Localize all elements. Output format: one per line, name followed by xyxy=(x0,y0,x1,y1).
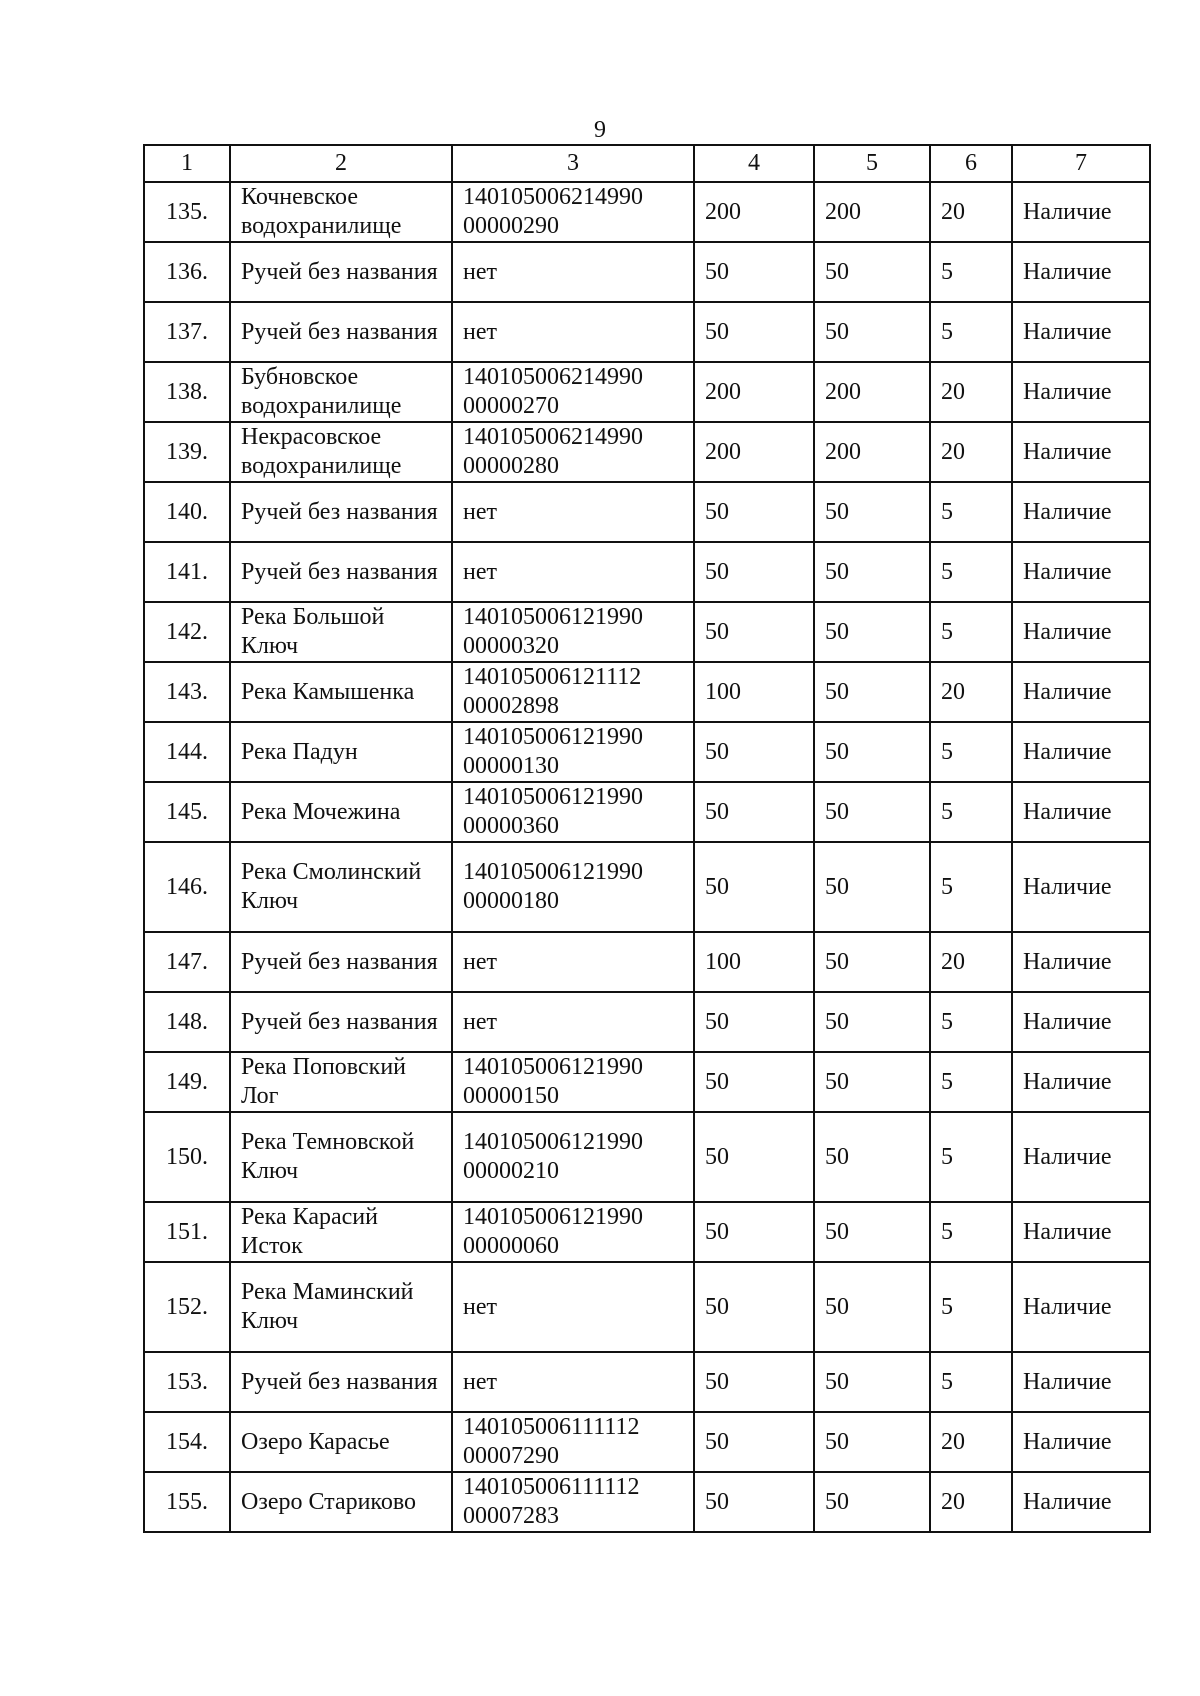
table-row xyxy=(144,1202,1150,1262)
cell-col-4: 200 xyxy=(694,422,814,482)
col-header-4: 4 xyxy=(694,145,814,182)
cell-col-5: 50 xyxy=(814,1472,930,1532)
row-number: 151. xyxy=(144,1202,230,1262)
cell-col-7: Наличие xyxy=(1012,1352,1150,1412)
cell-col-4: 50 xyxy=(694,1052,814,1112)
cell-col-4: 50 xyxy=(694,1472,814,1532)
object-name: Озеро Стариково xyxy=(230,1472,452,1532)
cell-col-7: Наличие xyxy=(1012,1112,1150,1202)
cell-col-7: Наличие xyxy=(1012,1052,1150,1112)
object-name: Ручей без названия xyxy=(230,542,452,602)
cell-col-4: 200 xyxy=(694,182,814,242)
cell-col-6: 5 xyxy=(930,542,1012,602)
registry-code: 140105006214990 00000280 xyxy=(452,422,694,482)
page-number: 9 xyxy=(594,117,606,143)
registry-code: 140105006214990 00000270 xyxy=(452,362,694,422)
cell-col-4: 50 xyxy=(694,1202,814,1262)
object-name: Река Камышенка xyxy=(230,662,452,722)
cell-col-6: 5 xyxy=(930,992,1012,1052)
table-row xyxy=(144,782,1150,842)
registry-code: нет xyxy=(452,302,694,362)
object-name: Река Большой Ключ xyxy=(230,602,452,662)
cell-col-7: Наличие xyxy=(1012,302,1150,362)
row-number: 150. xyxy=(144,1112,230,1202)
table-row xyxy=(144,242,1150,302)
cell-col-5: 50 xyxy=(814,242,930,302)
row-number: 142. xyxy=(144,602,230,662)
registry-code: 140105006121990 00000130 xyxy=(452,722,694,782)
row-number: 139. xyxy=(144,422,230,482)
object-name: Кочневское водохранилище xyxy=(230,182,452,242)
row-number: 136. xyxy=(144,242,230,302)
cell-col-5: 50 xyxy=(814,1052,930,1112)
registry-code: 140105006121990 00000060 xyxy=(452,1202,694,1262)
cell-col-6: 5 xyxy=(930,1352,1012,1412)
cell-col-6: 5 xyxy=(930,1202,1012,1262)
registry-code: 140105006214990 00000290 xyxy=(452,182,694,242)
cell-col-7: Наличие xyxy=(1012,842,1150,932)
cell-col-6: 20 xyxy=(930,1412,1012,1472)
table-row xyxy=(144,932,1150,992)
row-number: 143. xyxy=(144,662,230,722)
row-number: 135. xyxy=(144,182,230,242)
cell-col-4: 50 xyxy=(694,482,814,542)
registry-code: нет xyxy=(452,932,694,992)
cell-col-4: 50 xyxy=(694,542,814,602)
registry-code: 140105006121112 00002898 xyxy=(452,662,694,722)
cell-col-7: Наличие xyxy=(1012,602,1150,662)
cell-col-4: 50 xyxy=(694,722,814,782)
registry-code: 140105006111112 00007290 xyxy=(452,1412,694,1472)
table-row xyxy=(144,482,1150,542)
col-header-1: 1 xyxy=(144,145,230,182)
object-name: Река Поповский Лог xyxy=(230,1052,452,1112)
col-header-7: 7 xyxy=(1012,145,1150,182)
cell-col-6: 20 xyxy=(930,662,1012,722)
cell-col-4: 50 xyxy=(694,302,814,362)
cell-col-7: Наличие xyxy=(1012,1202,1150,1262)
table-row xyxy=(144,1052,1150,1112)
table-row xyxy=(144,1112,1150,1202)
row-number: 149. xyxy=(144,1052,230,1112)
cell-col-4: 50 xyxy=(694,1412,814,1472)
registry-code: 140105006111112 00007283 xyxy=(452,1472,694,1532)
table-row xyxy=(144,1472,1150,1532)
row-number: 144. xyxy=(144,722,230,782)
object-name: Река Смолинский Ключ xyxy=(230,842,452,932)
cell-col-4: 50 xyxy=(694,782,814,842)
cell-col-4: 50 xyxy=(694,842,814,932)
cell-col-5: 50 xyxy=(814,722,930,782)
cell-col-5: 200 xyxy=(814,362,930,422)
object-name: Бубновское водохранилище xyxy=(230,362,452,422)
col-header-5: 5 xyxy=(814,145,930,182)
cell-col-5: 50 xyxy=(814,1352,930,1412)
object-name: Река Падун xyxy=(230,722,452,782)
row-number: 140. xyxy=(144,482,230,542)
cell-col-6: 5 xyxy=(930,602,1012,662)
cell-col-7: Наличие xyxy=(1012,482,1150,542)
cell-col-5: 50 xyxy=(814,302,930,362)
col-header-2: 2 xyxy=(230,145,452,182)
cell-col-6: 5 xyxy=(930,722,1012,782)
table-row xyxy=(144,662,1150,722)
registry-code: 140105006121990 00000150 xyxy=(452,1052,694,1112)
cell-col-4: 50 xyxy=(694,1352,814,1412)
cell-col-5: 50 xyxy=(814,662,930,722)
table-row xyxy=(144,602,1150,662)
cell-col-7: Наличие xyxy=(1012,182,1150,242)
cell-col-5: 50 xyxy=(814,1202,930,1262)
water-objects-table xyxy=(143,144,1151,1533)
cell-col-6: 20 xyxy=(930,182,1012,242)
cell-col-4: 50 xyxy=(694,1112,814,1202)
cell-col-7: Наличие xyxy=(1012,1472,1150,1532)
registry-code: нет xyxy=(452,242,694,302)
registry-code: 140105006121990 00000180 xyxy=(452,842,694,932)
cell-col-4: 50 xyxy=(694,242,814,302)
table-row xyxy=(144,1262,1150,1352)
object-name: Река Карасий Исток xyxy=(230,1202,452,1262)
cell-col-4: 50 xyxy=(694,992,814,1052)
cell-col-5: 200 xyxy=(814,422,930,482)
row-number: 148. xyxy=(144,992,230,1052)
cell-col-5: 50 xyxy=(814,842,930,932)
table-row xyxy=(144,992,1150,1052)
table-row xyxy=(144,542,1150,602)
cell-col-6: 5 xyxy=(930,842,1012,932)
col-header-3: 3 xyxy=(452,145,694,182)
table-row xyxy=(144,302,1150,362)
table-row xyxy=(144,1412,1150,1472)
cell-col-4: 100 xyxy=(694,662,814,722)
table-row xyxy=(144,722,1150,782)
cell-col-6: 5 xyxy=(930,1262,1012,1352)
cell-col-5: 50 xyxy=(814,1412,930,1472)
registry-code: 140105006121990 00000320 xyxy=(452,602,694,662)
row-number: 146. xyxy=(144,842,230,932)
registry-code: 140105006121990 00000360 xyxy=(452,782,694,842)
cell-col-6: 20 xyxy=(930,1472,1012,1532)
header-row xyxy=(144,145,1150,182)
object-name: Некрасовское водохранилище xyxy=(230,422,452,482)
cell-col-4: 50 xyxy=(694,1262,814,1352)
row-number: 154. xyxy=(144,1412,230,1472)
cell-col-5: 50 xyxy=(814,932,930,992)
registry-code: нет xyxy=(452,542,694,602)
cell-col-5: 50 xyxy=(814,482,930,542)
cell-col-7: Наличие xyxy=(1012,662,1150,722)
cell-col-6: 20 xyxy=(930,362,1012,422)
table-row xyxy=(144,1352,1150,1412)
cell-col-6: 5 xyxy=(930,782,1012,842)
table-row xyxy=(144,842,1150,932)
cell-col-7: Наличие xyxy=(1012,1412,1150,1472)
cell-col-5: 50 xyxy=(814,1112,930,1202)
table-row xyxy=(144,182,1150,242)
object-name: Ручей без названия xyxy=(230,992,452,1052)
cell-col-6: 5 xyxy=(930,482,1012,542)
cell-col-4: 50 xyxy=(694,602,814,662)
registry-code: 140105006121990 00000210 xyxy=(452,1112,694,1202)
table-row xyxy=(144,362,1150,422)
registry-code: нет xyxy=(452,992,694,1052)
object-name: Озеро Карасье xyxy=(230,1412,452,1472)
cell-col-7: Наличие xyxy=(1012,422,1150,482)
cell-col-6: 5 xyxy=(930,1112,1012,1202)
table-row xyxy=(144,422,1150,482)
cell-col-5: 50 xyxy=(814,602,930,662)
cell-col-7: Наличие xyxy=(1012,362,1150,422)
row-number: 138. xyxy=(144,362,230,422)
object-name: Ручей без названия xyxy=(230,932,452,992)
cell-col-6: 20 xyxy=(930,422,1012,482)
row-number: 147. xyxy=(144,932,230,992)
cell-col-6: 20 xyxy=(930,932,1012,992)
cell-col-7: Наличие xyxy=(1012,932,1150,992)
cell-col-7: Наличие xyxy=(1012,992,1150,1052)
row-number: 155. xyxy=(144,1472,230,1532)
object-name: Ручей без названия xyxy=(230,302,452,362)
cell-col-7: Наличие xyxy=(1012,242,1150,302)
object-name: Река Темновской Ключ xyxy=(230,1112,452,1202)
cell-col-7: Наличие xyxy=(1012,1262,1150,1352)
cell-col-5: 50 xyxy=(814,542,930,602)
registry-code: нет xyxy=(452,1262,694,1352)
registry-code: нет xyxy=(452,1352,694,1412)
cell-col-6: 5 xyxy=(930,1052,1012,1112)
row-number: 141. xyxy=(144,542,230,602)
cell-col-5: 50 xyxy=(814,992,930,1052)
cell-col-5: 50 xyxy=(814,782,930,842)
cell-col-7: Наличие xyxy=(1012,782,1150,842)
cell-col-6: 5 xyxy=(930,242,1012,302)
row-number: 145. xyxy=(144,782,230,842)
cell-col-4: 200 xyxy=(694,362,814,422)
cell-col-4: 100 xyxy=(694,932,814,992)
object-name: Ручей без названия xyxy=(230,1352,452,1412)
col-header-6: 6 xyxy=(930,145,1012,182)
row-number: 152. xyxy=(144,1262,230,1352)
object-name: Река Мочежина xyxy=(230,782,452,842)
cell-col-7: Наличие xyxy=(1012,722,1150,782)
object-name: Река Маминский Ключ xyxy=(230,1262,452,1352)
cell-col-5: 50 xyxy=(814,1262,930,1352)
registry-code: нет xyxy=(452,482,694,542)
row-number: 137. xyxy=(144,302,230,362)
cell-col-7: Наличие xyxy=(1012,542,1150,602)
row-number: 153. xyxy=(144,1352,230,1412)
cell-col-5: 200 xyxy=(814,182,930,242)
object-name: Ручей без названия xyxy=(230,242,452,302)
cell-col-6: 5 xyxy=(930,302,1012,362)
object-name: Ручей без названия xyxy=(230,482,452,542)
